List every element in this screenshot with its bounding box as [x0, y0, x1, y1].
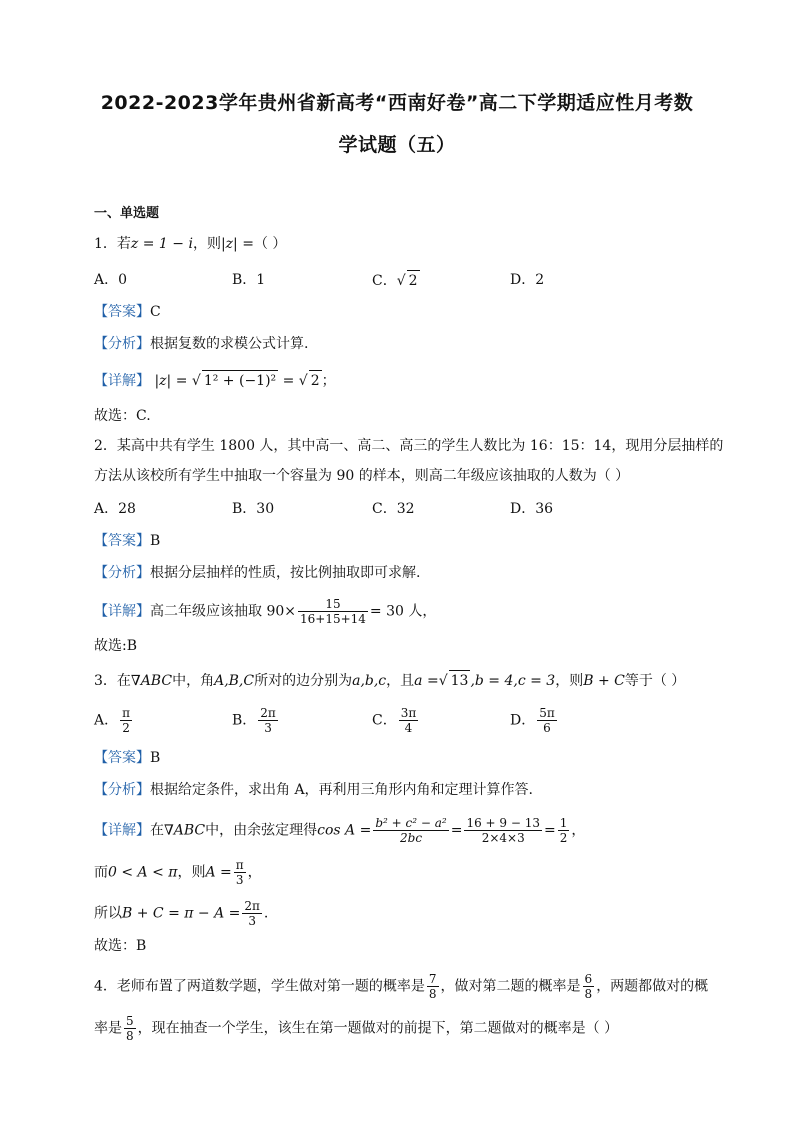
q4-stem-line-1: 4．老师布置了两道数学题，学生做对第一题的概率是 $\frac{7}{8}$ ，做对第二题的概率是 $\frac{6}{8}$ ，两题都做对的概 [94, 972, 709, 1001]
q2-answer: 【答案】B [94, 533, 161, 549]
q3-conclusion: 故选：B [94, 938, 147, 954]
q2-option-b: B．30 [232, 501, 275, 517]
q3-option-a: A． $\frac{\pi}{2}$ [94, 706, 131, 735]
q1-stem: 1．若z = 1 − i，则|z| =（ ） [94, 236, 287, 252]
section-heading: 一、单选题 [94, 206, 160, 221]
q3-detail-line-1: 【详解】在∇ABC中，由余弦定理得cos A = $\frac{\text{b² + c² − a²}}{2bc}$ = $\frac{16 + 9 - 13}{2\times 4\times 3}$ = $\frac{1}{2}$ ， [94, 816, 586, 845]
q3-analysis: 【分析】根据给定条件，求出角 A，再利用三角形内角和定理计算作答. [94, 782, 534, 798]
q2-analysis: 【分析】根据分层抽样的性质，按比例抽取即可求解. [94, 565, 421, 581]
q3-option-c: C． $\frac{3\pi}{4}$ [372, 706, 417, 735]
q2-detail: 【详解】高二年级应该抽取 90× $\frac{15}{16+15+14}$ = 30 人， [94, 597, 437, 626]
q3-detail-line-3: 所以B + C = π − A = $\frac{2\pi}{3}$ . [94, 899, 269, 928]
q2-detail-fraction: $\frac{15}{16+15+14}$ [300, 597, 366, 626]
q3-option-b: B． $\frac{2\pi}{3}$ [232, 706, 276, 735]
q2-option-d: D．36 [510, 501, 554, 517]
q1-option-b: B．1 [232, 272, 266, 288]
q2-option-c: C．32 [372, 501, 415, 517]
q3-stem: 3．在∇ABC中，角A,B,C所对的边分别为a,b,c，且a =√ 13 ,b = 4,c = 3，则B + C等于（ ） [94, 670, 685, 691]
q1-option-c: C．√ 2 [372, 270, 420, 291]
title-line-2: 学试题（五） [338, 134, 456, 156]
title-line-1: 2022-2023学年贵州省新高考“西南好卷”高二下学期适应性月考数 [100, 92, 694, 114]
q2-conclusion: 故选:B [94, 638, 138, 654]
q2-option-a: A．28 [94, 501, 136, 517]
q4-stem-line-2: 率是 $\frac{5}{8}$ ，现在抽查一个学生，该生在第一题做对的前提下，第二题做对的概率是（ ） [94, 1014, 619, 1043]
q2-stem-line-1: 2．某高中共有学生 1800 人，其中高一、高二、高三的学生人数比为 16：15：14，现用分层抽样的 [94, 438, 724, 454]
q1-detail: 【详解】 |z| = √ 1² + (−1)² = √ 2 ； [94, 370, 336, 391]
q1-option-a: A．0 [94, 272, 128, 288]
q3-option-d: D． $\frac{5\pi}{6}$ [510, 706, 555, 735]
q1-answer: 【答案】C [94, 304, 161, 320]
q1-analysis: 【分析】根据复数的求模公式计算. [94, 336, 309, 352]
q3-detail-line-2: 而0 < A < π，则A = $\frac{\pi}{3}$ ， [94, 858, 262, 887]
q2-stem-line-2: 方法从该校所有学生中抽取一个容量为 90 的样本，则高二年级应该抽取的人数为（ ） [94, 468, 630, 484]
q3-answer: 【答案】B [94, 750, 161, 766]
q1-option-d: D．2 [510, 272, 545, 288]
q1-conclusion: 故选：C. [94, 408, 151, 424]
